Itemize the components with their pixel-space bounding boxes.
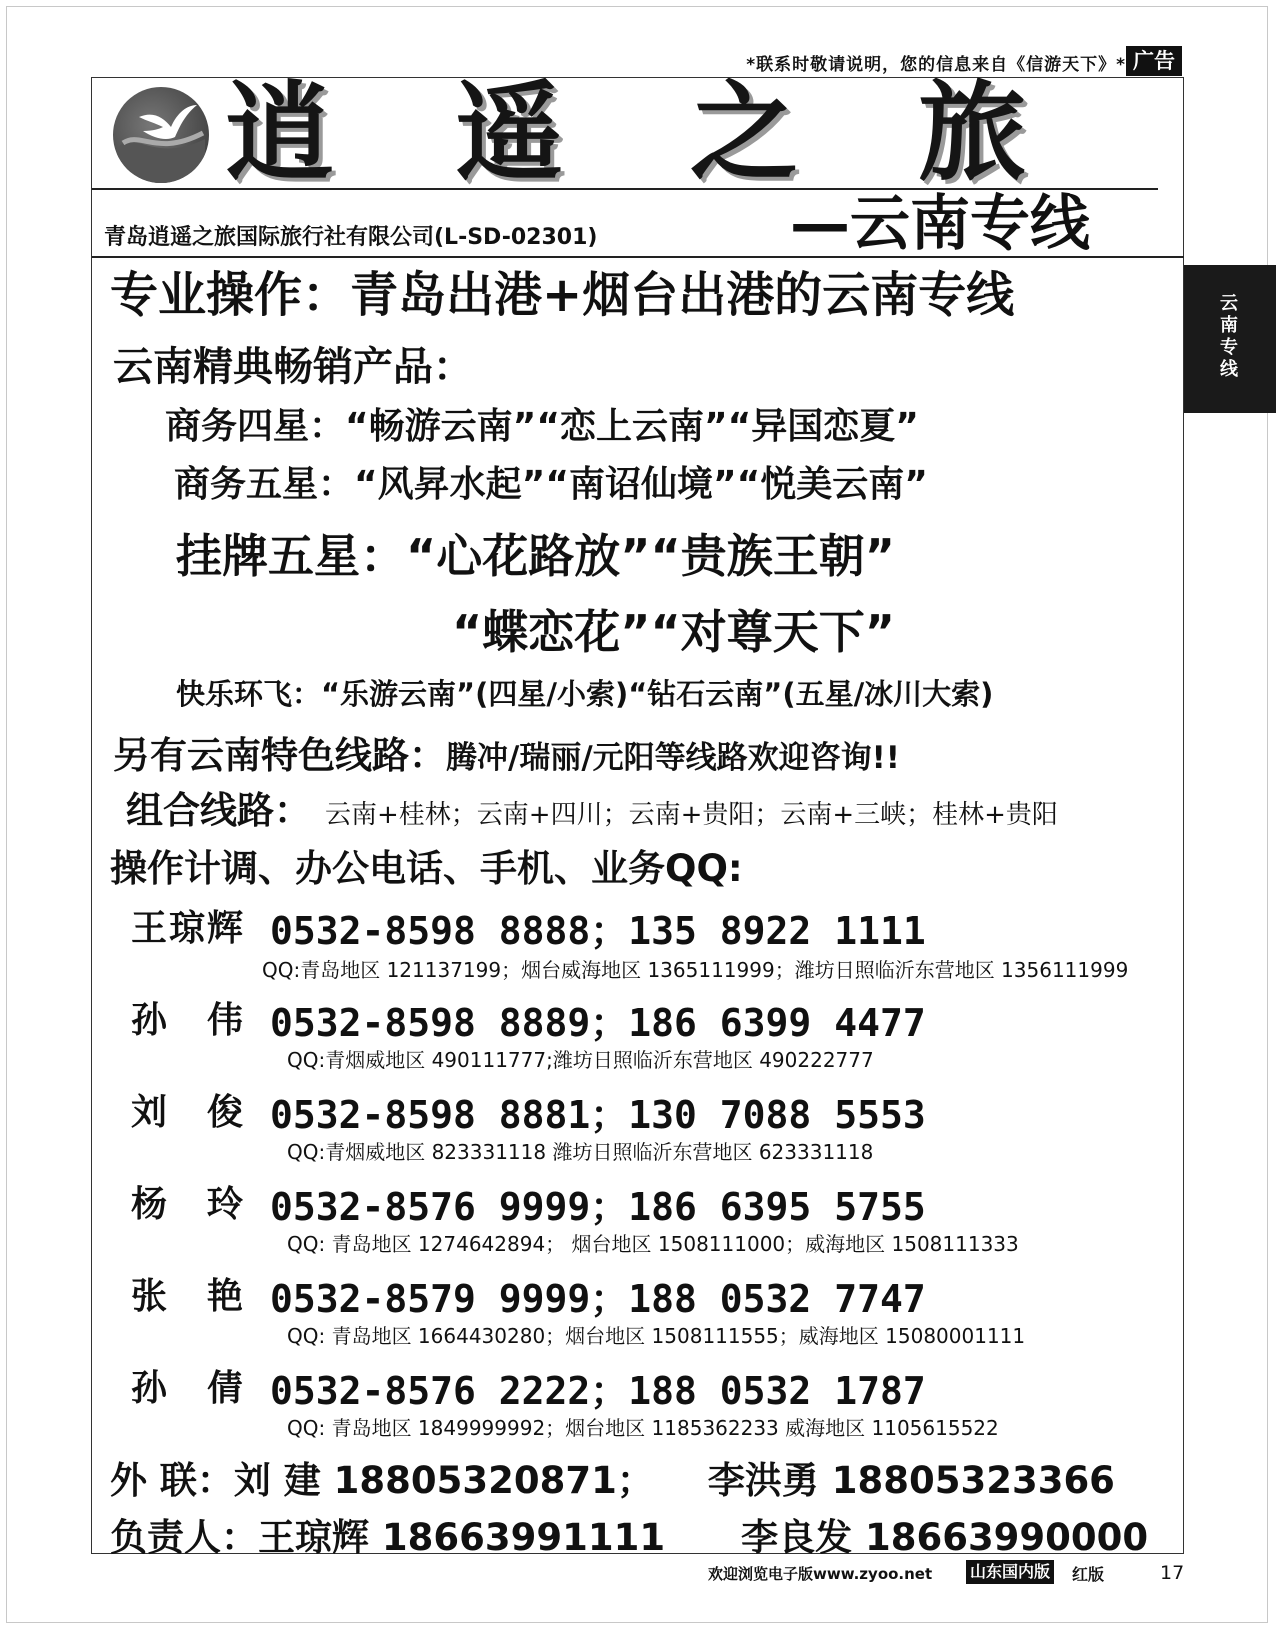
special-routes-value: 腾冲/瑞丽/元阳等线路欢迎咨询!!: [446, 740, 900, 776]
product-line-flight: 快乐环飞：“乐游云南”(四星/小索)“钻石云南”(五星/冰川大索): [176, 677, 994, 711]
liaison-contact-2: 李洪勇 18805323366: [707, 1459, 1115, 1502]
contact-heading: 操作计调、办公电话、手机、业务QQ:: [110, 847, 743, 890]
contact-qq: QQ:青岛地区 121137199；烟台威海地区 1365111999；潍坊日照临沂东营地区 1356111999: [262, 958, 1129, 982]
bird-logo-icon: [113, 87, 209, 183]
contact-name: 张艳: [131, 1276, 284, 1317]
liaison-label: 外 联：: [110, 1459, 234, 1502]
company-name: 青岛逍遥之旅国际旅行社有限公司(L-SD-02301): [104, 225, 598, 250]
source-notice: *联系时敬请说明，您的信息来自《信游天下》*: [746, 55, 1126, 75]
special-routes-label: 另有云南特色线路：: [113, 734, 446, 777]
footer-website: 欢迎浏览电子版www.zyoo.net: [708, 1565, 933, 1583]
contact-qq: QQ:青烟威地区 823331118 潍坊日照临沂东营地区 623331118: [287, 1140, 874, 1164]
liaison-contact-1: 刘 建 18805320871；: [233, 1459, 654, 1502]
subtitle: —云南专线: [790, 189, 1090, 259]
side-section-tab: [1184, 265, 1276, 413]
edition-tag: 山东国内版: [966, 1560, 1054, 1584]
edition-label: 红版: [1072, 1565, 1105, 1584]
product-line-listed-5star: 挂牌五星：“心花路放”“贵族王朝”: [176, 529, 895, 583]
brand-char-2: 遥: [455, 71, 564, 196]
contact-phones: 0532-8579 9999；188 0532 7747: [270, 1277, 926, 1321]
contact-phones: 0532-8598 8881；130 7088 5553: [270, 1093, 926, 1137]
liaison-line: [110, 1450, 1115, 1504]
brand-char-3: 之: [690, 71, 799, 196]
product-line-5star: 商务五星：“风昇水起”“南诏仙境”“悦美云南”: [174, 464, 928, 505]
contact-phones: 0532-8576 9999；186 6395 5755: [270, 1185, 926, 1229]
contact-name: 王琼辉: [131, 908, 246, 949]
contact-qq: QQ:青烟威地区 490111777;潍坊日照临沂东营地区 490222777: [287, 1048, 874, 1072]
brand-char-4: 旅: [918, 71, 1027, 196]
contact-qq: QQ: 青岛地区 1274642894； 烟台地区 1508111000；威海地区 1508111333: [287, 1232, 1019, 1256]
combo-routes-value: 云南+桂林；云南+四川；云南+贵阳；云南+三峡；桂林+贵阳: [325, 800, 1058, 830]
combo-routes-label: 组合线路：: [126, 789, 311, 832]
headline: 专业操作：青岛出港+烟台出港的云南专线: [110, 267, 1015, 323]
side-tab-label: 云南专线: [1220, 293, 1238, 380]
contact-name: 孙倩: [131, 1368, 284, 1409]
manager-label: 负责人：: [110, 1516, 258, 1559]
contact-name: 杨玲: [131, 1184, 284, 1225]
ad-tag: 广告: [1126, 46, 1182, 76]
contact-qq: QQ: 青岛地区 1664430280；烟台地区 1508111555；威海地区 15080001111: [287, 1324, 1026, 1348]
brand-char-1: 逍: [225, 71, 334, 196]
combo-routes: [126, 780, 1058, 834]
products-heading: 云南精典畅销产品：: [113, 344, 473, 390]
product-line-listed-5star-cont: “蝶恋花”“对尊天下”: [452, 605, 895, 659]
manager-contact-1: 王琼辉 18663991111: [258, 1516, 666, 1559]
contact-phones: 0532-8598 8888；135 8922 1111: [270, 909, 926, 953]
contact-qq: QQ: 青岛地区 1849999992；烟台地区 1185362233 威海地区 1105615522: [287, 1416, 999, 1440]
contact-phones: 0532-8576 2222；188 0532 1787: [270, 1369, 926, 1413]
contact-phones: 0532-8598 8889；186 6399 4477: [270, 1001, 926, 1045]
product-line-4star: 商务四星：“畅游云南”“恋上云南”“异国恋夏”: [165, 406, 919, 447]
manager-line: [110, 1507, 1148, 1561]
manager-contact-2: 李良发 18663990000: [741, 1516, 1149, 1559]
special-routes: [113, 725, 900, 779]
contact-name: 刘俊: [131, 1092, 284, 1133]
contact-name: 孙伟: [131, 1000, 284, 1041]
page-number: 17: [1160, 1562, 1185, 1584]
